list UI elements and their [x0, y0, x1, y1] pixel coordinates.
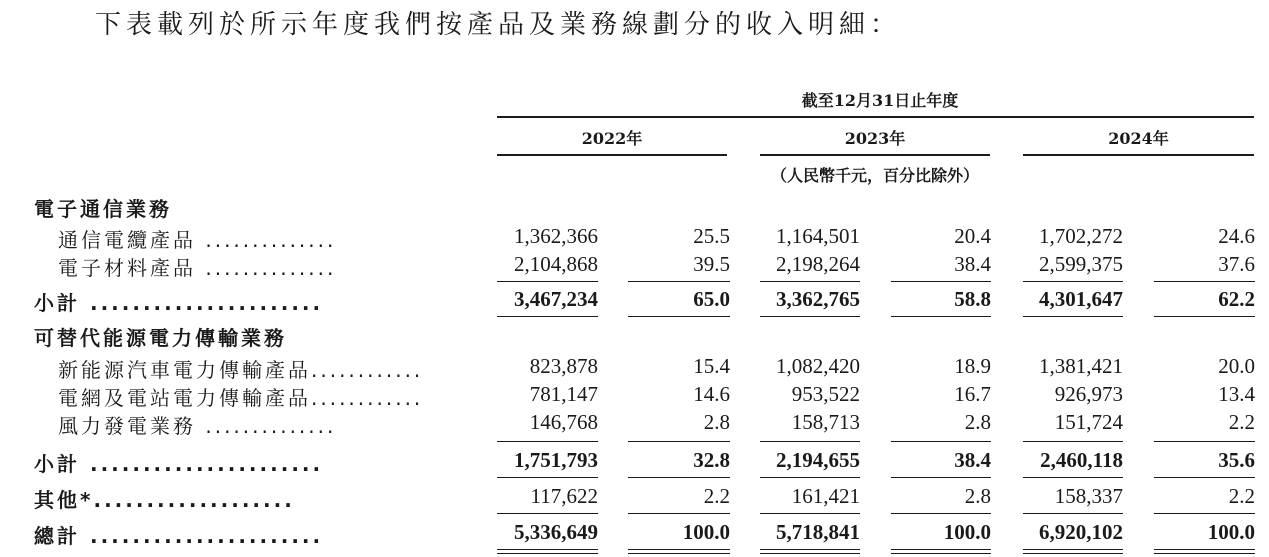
section-title: 可替代能源電力傳輸業務 [34, 326, 287, 350]
year-rule-2023 [760, 154, 990, 156]
total-double-underline-2024-amount-2 [1023, 553, 1123, 554]
row-label [34, 484, 295, 513]
value-2023-amount: 161,421 [791, 484, 860, 508]
dot-leader: ...................... [89, 452, 324, 476]
value-2023-percent: 20.4 [954, 224, 991, 248]
value-2024-amount: 926,973 [1054, 382, 1123, 406]
value-2022-amount: 146,768 [529, 410, 598, 434]
value-2022-amount: 117,622 [530, 484, 598, 508]
subtotal-underline-2023-amount [760, 316, 860, 317]
value-2023-percent: 38.4 [954, 252, 991, 276]
value-2024-percent: 62.2 [1218, 287, 1255, 311]
value-2023-amount: 2,198,264 [776, 252, 860, 276]
total-double-underline-2024-amount [1023, 549, 1123, 550]
total-double-underline-2023-amount [760, 549, 860, 550]
table-row [0, 224, 1269, 254]
row-label [58, 410, 336, 439]
value-2024-amount: 1,702,272 [1039, 224, 1123, 248]
subtotal-underline-2024-amount [1023, 316, 1123, 317]
value-2022-percent: 39.5 [693, 252, 730, 276]
total-rule-2022-amount [497, 513, 598, 514]
value-2023-percent: 58.8 [954, 287, 991, 311]
row-label [58, 354, 423, 383]
subtotal-rule-2022-percent [628, 441, 730, 442]
subtotal-underline-2023-percent [891, 477, 991, 478]
row-label [34, 287, 323, 316]
subtotal-rule-2023-percent [891, 281, 991, 282]
total-double-underline-2022-amount-2 [497, 553, 598, 554]
total-rule-2023-amount [760, 513, 860, 514]
row-label-text: 風力發電業務 [58, 414, 196, 438]
subtotal-underline-2022-amount [497, 316, 598, 317]
value-2024-amount: 1,381,421 [1039, 354, 1123, 378]
value-2023-percent: 18.9 [954, 354, 991, 378]
total-double-underline-2023-percent [891, 549, 991, 550]
value-2022-percent: 32.8 [693, 448, 730, 472]
row-label [58, 382, 423, 411]
subtotal-underline-2022-percent [628, 316, 730, 317]
total-double-underline-2024-percent [1154, 549, 1255, 550]
value-2023-amount: 2,194,655 [776, 448, 860, 472]
period-rule [497, 116, 1254, 118]
value-2022-amount: 2,104,868 [514, 252, 598, 276]
table-row [0, 410, 1269, 440]
unit-note: （人民幣千元，百分比除外） [770, 166, 979, 185]
value-2022-percent: 65.0 [693, 287, 730, 311]
value-2023-amount: 953,522 [791, 382, 860, 406]
dot-leader: ................... [93, 488, 295, 512]
subtotal-underline-2022-percent [628, 477, 730, 478]
dot-leader: .............. [205, 414, 337, 438]
value-2022-amount: 823,878 [529, 354, 598, 378]
row-label-text: 電子材料產品 [58, 256, 196, 280]
value-2024-amount: 151,724 [1054, 410, 1123, 434]
subtotal-underline-2024-percent [1154, 316, 1255, 317]
value-2023-percent: 2.8 [964, 410, 991, 434]
table-row [0, 252, 1269, 282]
table-row [0, 354, 1269, 384]
section-title: 電子通信業務 [34, 197, 172, 221]
section-title-row [0, 193, 1269, 223]
dot-leader: ...................... [89, 291, 324, 315]
row-label [34, 520, 323, 549]
value-2022-percent: 2.8 [703, 410, 730, 434]
subtotal-rule-2022-amount [497, 441, 598, 442]
subtotal-underline-2023-percent [891, 316, 991, 317]
subtotal-underline-2022-amount [497, 477, 598, 478]
value-2022-amount: 5,336,649 [514, 520, 598, 544]
subtotal-row [0, 287, 1269, 317]
value-2022-percent: 2.2 [703, 484, 730, 508]
subtotal-rule-2023-amount [760, 281, 860, 282]
row-label [34, 448, 323, 477]
value-2023-percent: 100.0 [943, 520, 991, 544]
row-label-text: 新能源汽車電力傳輸產品 [58, 358, 311, 382]
value-2022-percent: 14.6 [693, 382, 730, 406]
year-rule-2024 [1023, 154, 1254, 156]
subtotal-rule-2024-amount [1023, 281, 1123, 282]
value-2022-percent: 100.0 [682, 520, 730, 544]
value-2024-percent: 20.0 [1218, 354, 1255, 378]
row-label-text: 小計 [34, 452, 80, 476]
total-rule-2024-amount [1023, 513, 1123, 514]
dot-leader: ...................... [89, 524, 324, 548]
subtotal-rule-2024-amount [1023, 441, 1123, 442]
value-2024-amount: 6,920,102 [1039, 520, 1123, 544]
subtotal-rule-2023-percent [891, 441, 991, 442]
total-row [0, 520, 1269, 550]
value-2022-percent: 15.4 [693, 354, 730, 378]
period-header: 截至12月31日止年度 [801, 91, 959, 110]
total-rule-2024-percent [1154, 513, 1255, 514]
other-row [0, 484, 1269, 514]
value-2023-amount: 1,082,420 [776, 354, 860, 378]
row-label-text: 總計 [34, 524, 80, 548]
value-2023-amount: 5,718,841 [776, 520, 860, 544]
value-2023-amount: 1,164,501 [776, 224, 860, 248]
intro-text: 下表載列於所示年度我們按產品及業務線劃分的收入明細： [95, 10, 902, 40]
year-header-2023: 2023年 [844, 129, 906, 148]
value-2023-amount: 3,362,765 [776, 287, 860, 311]
total-rule-2023-percent [891, 513, 991, 514]
total-double-underline-2023-percent-2 [891, 553, 991, 554]
value-2023-percent: 16.7 [954, 382, 991, 406]
total-double-underline-2023-amount-2 [760, 553, 860, 554]
value-2024-amount: 158,337 [1054, 484, 1123, 508]
value-2024-percent: 2.2 [1228, 484, 1255, 508]
subtotal-underline-2024-percent [1154, 477, 1255, 478]
total-rule-2022-percent [628, 513, 730, 514]
total-double-underline-2022-percent-2 [628, 553, 730, 554]
table-row [0, 382, 1269, 412]
total-double-underline-2022-amount [497, 549, 598, 550]
value-2022-percent: 25.5 [693, 224, 730, 248]
value-2024-percent: 24.6 [1218, 224, 1255, 248]
row-label-text: 電網及電站電力傳輸產品 [58, 386, 311, 410]
subtotal-row [0, 448, 1269, 478]
dot-leader: .............. [205, 228, 337, 252]
value-2023-percent: 38.4 [954, 448, 991, 472]
value-2024-percent: 13.4 [1218, 382, 1255, 406]
dot-leader: ............ [311, 386, 424, 410]
value-2023-amount: 158,713 [791, 410, 860, 434]
value-2024-percent: 2.2 [1228, 410, 1255, 434]
subtotal-rule-2024-percent [1154, 441, 1255, 442]
total-double-underline-2024-percent-2 [1154, 553, 1255, 554]
year-header-2024: 2024年 [1108, 129, 1169, 148]
subtotal-rule-2023-amount [760, 441, 860, 442]
subtotal-rule-2022-percent [628, 281, 730, 282]
value-2022-amount: 781,147 [529, 382, 598, 406]
dot-leader: ............ [311, 358, 424, 382]
value-2024-percent: 35.6 [1218, 448, 1255, 472]
row-label [58, 224, 336, 253]
value-2024-percent: 100.0 [1207, 520, 1255, 544]
subtotal-rule-2022-amount [497, 281, 598, 282]
section-title-row [0, 322, 1269, 352]
subtotal-rule-2024-percent [1154, 281, 1255, 282]
subtotal-underline-2024-amount [1023, 477, 1123, 478]
dot-leader: .............. [205, 256, 337, 280]
value-2022-amount: 3,467,234 [514, 287, 598, 311]
row-label [58, 252, 336, 281]
value-2022-amount: 1,751,793 [514, 448, 598, 472]
value-2024-amount: 2,599,375 [1039, 252, 1123, 276]
row-label-text: 其他* [34, 488, 94, 512]
total-double-underline-2022-percent [628, 549, 730, 550]
value-2022-amount: 1,362,366 [514, 224, 598, 248]
value-2023-percent: 2.8 [964, 484, 991, 508]
year-rule-2022 [497, 154, 727, 156]
subtotal-underline-2023-amount [760, 477, 860, 478]
value-2024-amount: 2,460,118 [1040, 448, 1123, 472]
row-label-text: 通信電纜產品 [58, 228, 196, 252]
value-2024-amount: 4,301,647 [1039, 287, 1123, 311]
value-2024-percent: 37.6 [1218, 252, 1255, 276]
row-label-text: 小計 [34, 291, 80, 315]
year-header-2022: 2022年 [581, 129, 643, 148]
